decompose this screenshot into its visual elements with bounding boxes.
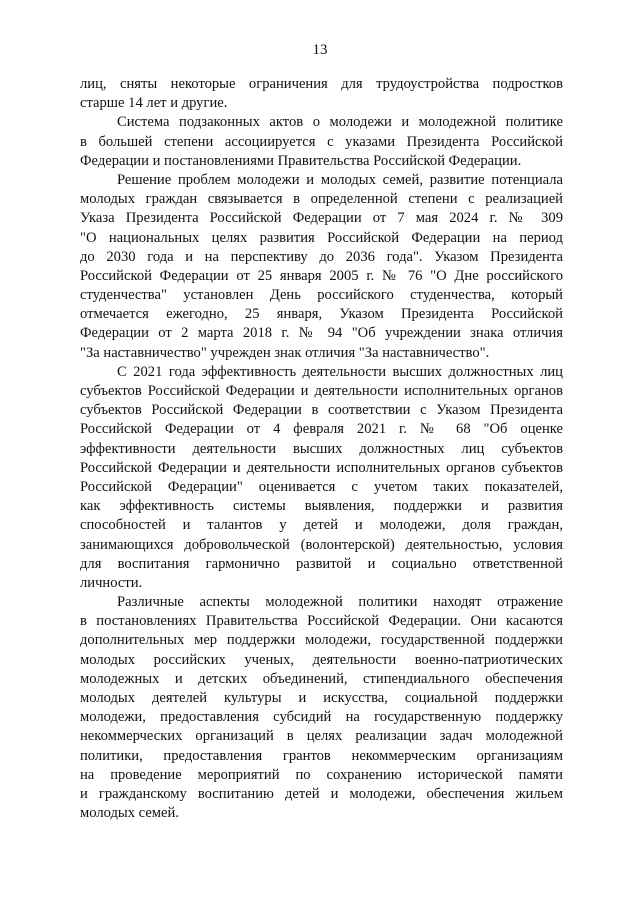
- text-line: субъектов Российской Федерации и деятельности исполнительных органов: [80, 383, 563, 399]
- text-line: дополнительных мер поддержки молодежи, государственной поддержки: [80, 632, 563, 649]
- text-line: Российской Федерации от 25 января 2005 г. № 76 "О Дне российского: [80, 267, 563, 284]
- paragraph-4: [80, 363, 563, 593]
- text-line: Российской Федерации от 4 февраля 2021 г. № 68 "Об оценке: [80, 421, 563, 438]
- page-number: 13: [312, 42, 328, 58]
- paragraph-1: [80, 75, 563, 113]
- text-line: как эффективность системы выявления, поддержки и развития: [80, 498, 563, 515]
- text-line: молодых российских ученых, деятельности военно-патриотических: [80, 651, 563, 668]
- text-line: Система подзаконных актов о молодежи и молодежной политике: [117, 114, 563, 131]
- text-line: в большей степени ассоциируется с указами Президента Российской: [80, 133, 563, 150]
- text-line: субъектов Российской Федерации в соответствии с Указом Президента: [80, 402, 563, 419]
- text-line: отмечается ежегодно, 25 января, Указом Президента Российской: [80, 306, 563, 323]
- paragraph-3: [80, 171, 563, 363]
- paragraph-5: [80, 593, 563, 823]
- text-line: молодых семей.: [80, 805, 179, 822]
- text-line: способностей и талантов у детей и молодежи, доля граждан,: [80, 517, 563, 534]
- text-line: некоммерческих организаций в целях реализации задач молодежной: [80, 728, 563, 745]
- text-line: молодых деятелей культуры и искусства, социальной поддержки: [80, 690, 563, 706]
- text-line: занимающихся добровольческой (волонтерской) деятельностью, условия: [80, 536, 563, 553]
- text-line: для воспитания гармонично развитой и социально ответственной: [80, 555, 563, 572]
- text-line: Решение проблем молодежи и молодых семей, развитие потенциала: [117, 171, 563, 188]
- text-line: С 2021 года эффективность деятельности высших должностных лиц: [117, 363, 563, 380]
- text-line: Указа Президента Российской Федерации от 7 мая 2024 г. № 309: [80, 210, 563, 227]
- paragraph-2: [80, 113, 563, 171]
- text-line: студенчества" установлен День российского студенчества, который: [80, 287, 563, 304]
- text-line: "За наставничество" учрежден знак отличия "За наставничество".: [80, 344, 490, 361]
- text-line: молодежных и детских объединений, стипендиального обеспечения: [80, 670, 563, 687]
- text-line: Российской Федерации" оценивается с учетом таких показателей,: [80, 478, 563, 495]
- text-line: старше 14 лет и другие.: [80, 95, 228, 112]
- text-line: эффективности деятельности высших должностных лиц субъектов: [80, 440, 563, 457]
- text-line: и гражданскому воспитанию детей и молодежи, обеспечения жильем: [80, 785, 563, 802]
- text-line: Российской Федерации и деятельности исполнительных органов субъектов: [80, 459, 563, 476]
- text-line: на проведение мероприятий по сохранению исторической памяти: [80, 766, 563, 783]
- text-line: в постановлениях Правительства Российской Федерации. Они касаются: [80, 613, 563, 630]
- document-body: [80, 75, 563, 823]
- text-line: "О национальных целях развития Российской Федерации на период: [80, 229, 563, 246]
- text-line: Федерации и постановлениями Правительства Российской Федерации.: [80, 152, 522, 169]
- text-line: молодых граждан связывается в определенной степени с реализацией: [80, 191, 563, 208]
- text-line: Федерации от 2 марта 2018 г. № 94 "Об учреждении знака отличия: [80, 325, 563, 342]
- text-line: личности.: [80, 574, 143, 591]
- text-line: лиц, сняты некоторые ограничения для трудоустройства подростков: [80, 76, 563, 92]
- text-line: Различные аспекты молодежной политики находят отражение: [117, 594, 563, 611]
- text-line: до 2030 года и на перспективу до 2036 года". Указом Президента: [80, 248, 563, 265]
- text-line: политики, предоставления грантов некоммерческим организациям: [80, 747, 563, 764]
- text-line: молодежи, предоставления субсидий на государственную поддержку: [80, 709, 563, 726]
